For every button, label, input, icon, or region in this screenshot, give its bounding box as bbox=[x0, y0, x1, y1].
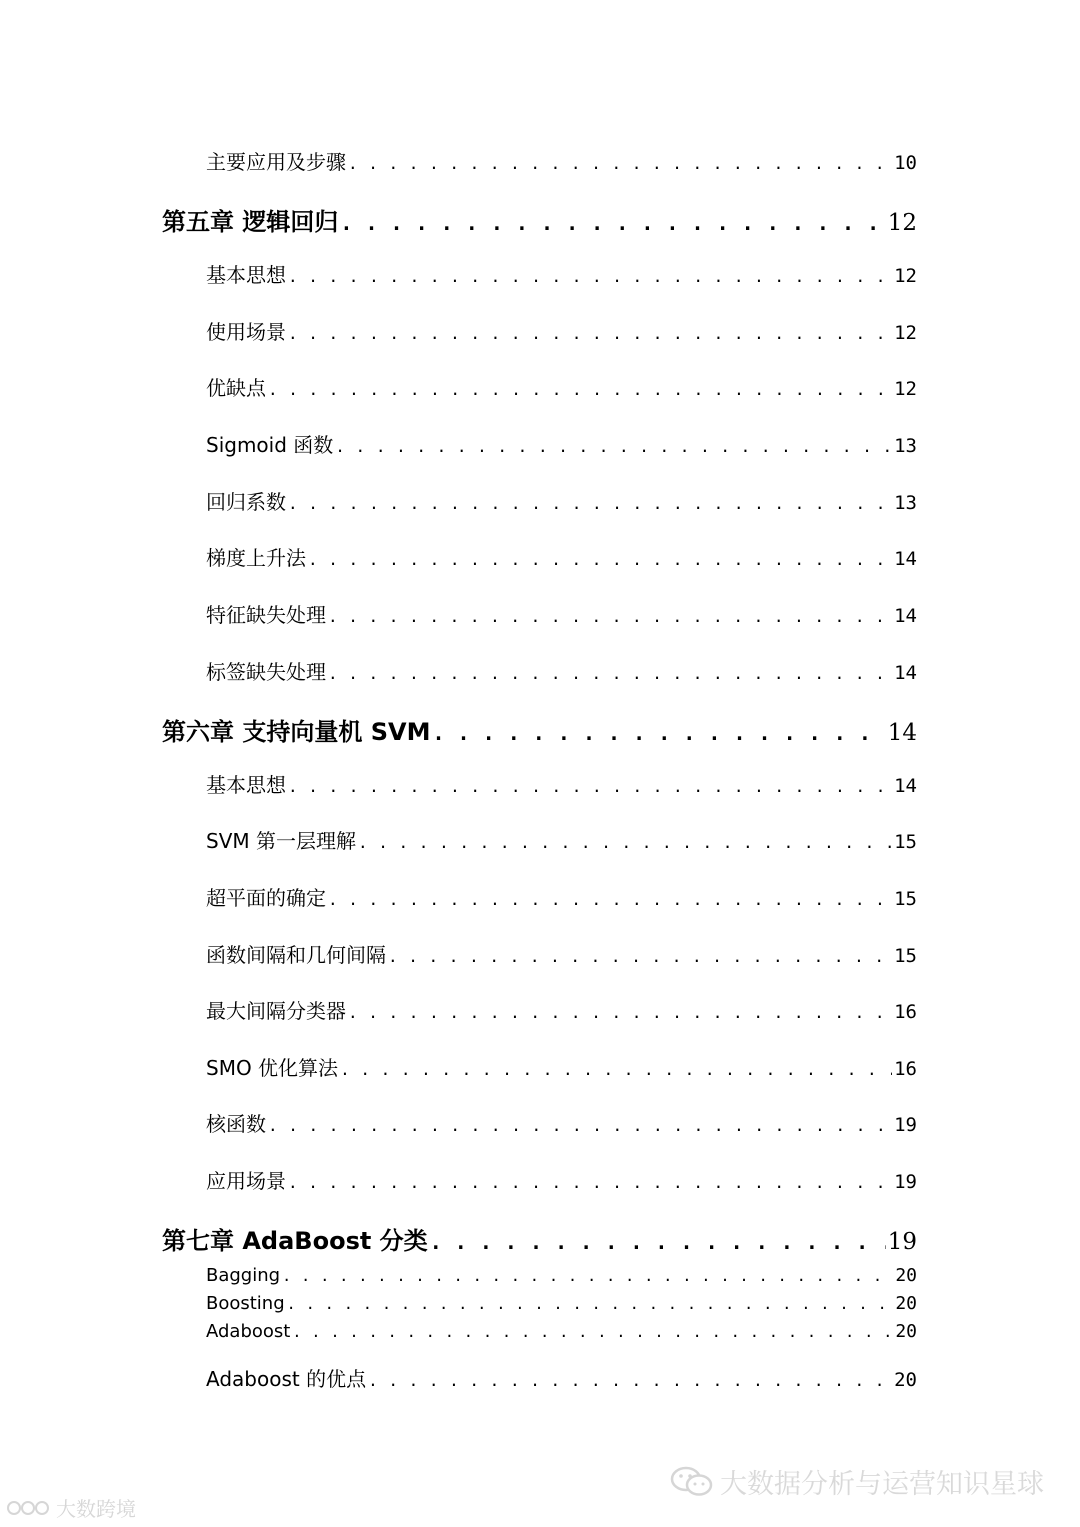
dot-leader bbox=[288, 324, 892, 343]
dot-leader bbox=[292, 1323, 893, 1341]
watermark-left-text: 大数跨境 bbox=[56, 1497, 136, 1521]
toc-entry[interactable] bbox=[206, 1321, 917, 1342]
watermark-left bbox=[6, 1493, 136, 1522]
toc-chapter-page: 12 bbox=[887, 210, 917, 236]
toc-chapter[interactable] bbox=[162, 712, 917, 747]
toc-entry-page: 15 bbox=[894, 945, 917, 967]
toc-entry[interactable] bbox=[206, 939, 917, 968]
toc-entry[interactable] bbox=[206, 882, 917, 911]
toc-entry-page: 20 bbox=[895, 1265, 917, 1286]
toc-chapter-page: 19 bbox=[887, 1229, 917, 1255]
dot-leader bbox=[328, 607, 892, 626]
toc-entry-label: SMO 优化算法 bbox=[206, 1056, 339, 1080]
toc-entry-label: Bagging bbox=[206, 1265, 281, 1286]
dot-leader bbox=[287, 1295, 894, 1313]
dot-leader bbox=[288, 267, 892, 286]
toc-entry[interactable] bbox=[206, 1108, 917, 1137]
toc-entry-page: 12 bbox=[894, 322, 917, 344]
toc-entry-page: 19 bbox=[894, 1171, 917, 1193]
toc-entry-page: 20 bbox=[895, 1321, 917, 1342]
dot-leader bbox=[288, 494, 892, 513]
logo-icon bbox=[6, 1498, 52, 1518]
toc-entry[interactable] bbox=[206, 599, 917, 628]
dot-leader bbox=[430, 1230, 886, 1254]
toc-chapter-label: 第五章 逻辑回归 bbox=[162, 208, 339, 236]
wechat-icon bbox=[670, 1465, 714, 1499]
toc-entry[interactable] bbox=[206, 825, 917, 854]
dot-leader bbox=[388, 947, 892, 966]
dot-leader bbox=[268, 380, 892, 399]
dot-leader bbox=[328, 664, 892, 683]
toc-entry-label: 梯度上升法 bbox=[206, 546, 306, 570]
toc-entry[interactable] bbox=[206, 656, 917, 685]
toc-entry[interactable] bbox=[206, 372, 917, 401]
toc-entry-label: 特征缺失处理 bbox=[206, 603, 326, 627]
toc-chapter-label: 第六章 支持向量机 SVM bbox=[162, 718, 431, 746]
toc-entry[interactable] bbox=[206, 1052, 917, 1081]
toc-entry-label: 基本思想 bbox=[206, 773, 286, 797]
toc-entry[interactable] bbox=[206, 486, 917, 515]
toc-entry[interactable] bbox=[206, 769, 917, 798]
toc-entry-page: 20 bbox=[894, 1369, 917, 1391]
toc-entry-label: Adaboost bbox=[206, 1321, 291, 1342]
toc-entry-page: 14 bbox=[894, 548, 917, 570]
dot-leader bbox=[328, 890, 892, 909]
dot-leader bbox=[288, 777, 892, 796]
toc-entry-page: 13 bbox=[894, 492, 917, 514]
dot-leader bbox=[358, 833, 892, 852]
toc-entry-label: 使用场景 bbox=[206, 320, 286, 344]
toc-entry[interactable] bbox=[206, 259, 917, 288]
toc-entry-page: 14 bbox=[894, 605, 917, 627]
toc-entry-page: 12 bbox=[894, 378, 917, 400]
toc-entry[interactable] bbox=[206, 1293, 917, 1314]
toc-entry-page: 14 bbox=[894, 662, 917, 684]
watermark-right bbox=[670, 1462, 1044, 1501]
dot-leader bbox=[432, 721, 885, 745]
toc-entry-page: 12 bbox=[894, 265, 917, 287]
toc-entry-page: 15 bbox=[894, 831, 917, 853]
toc-entry-label: 最大间隔分类器 bbox=[206, 999, 346, 1023]
dot-leader bbox=[340, 211, 885, 235]
watermark-right-text: 大数据分析与运营知识星球 bbox=[720, 1469, 1044, 1500]
dot-leader bbox=[308, 550, 892, 569]
toc-entry[interactable] bbox=[206, 1265, 917, 1286]
dot-leader bbox=[335, 437, 892, 456]
dot-leader bbox=[282, 1267, 893, 1285]
toc-entry[interactable] bbox=[206, 1363, 917, 1392]
toc-entry-label: 核函数 bbox=[206, 1112, 266, 1136]
toc-entry-label: 优缺点 bbox=[206, 376, 266, 400]
toc-entry[interactable] bbox=[206, 429, 917, 458]
toc-entry-page: 10 bbox=[894, 152, 917, 174]
toc-entry-page: 14 bbox=[894, 775, 917, 797]
toc-entry-page: 13 bbox=[894, 435, 917, 457]
dot-leader bbox=[348, 154, 892, 173]
toc-chapter[interactable] bbox=[162, 1221, 917, 1256]
toc-entry-label: 主要应用及步骤 bbox=[206, 150, 346, 174]
toc-entry-label: Sigmoid 函数 bbox=[206, 433, 334, 457]
dot-leader bbox=[340, 1060, 892, 1079]
toc-entry-label: 超平面的确定 bbox=[206, 886, 326, 910]
toc-chapter-page: 14 bbox=[887, 720, 917, 746]
toc-entry-label: SVM 第一层理解 bbox=[206, 829, 356, 853]
dot-leader bbox=[268, 1116, 892, 1135]
dot-leader bbox=[288, 1173, 892, 1192]
toc-entry-page: 16 bbox=[894, 1058, 917, 1080]
toc-entry-page: 19 bbox=[894, 1114, 917, 1136]
toc-entry-label: 应用场景 bbox=[206, 1169, 286, 1193]
toc-entry-label: Boosting bbox=[206, 1293, 285, 1314]
toc-entry-label: Adaboost 的优点 bbox=[206, 1367, 367, 1391]
toc-entry[interactable] bbox=[206, 316, 917, 345]
toc-entry-label: 标签缺失处理 bbox=[206, 660, 326, 684]
toc-entry-page: 16 bbox=[894, 1001, 917, 1023]
toc-entry[interactable] bbox=[206, 995, 917, 1024]
dot-leader bbox=[368, 1371, 892, 1390]
toc-chapter[interactable] bbox=[162, 202, 917, 237]
toc-entry-page: 20 bbox=[895, 1293, 917, 1314]
toc-chapter-label: 第七章 AdaBoost 分类 bbox=[162, 1227, 428, 1255]
toc-entry-page: 15 bbox=[894, 888, 917, 910]
toc-entry-label: 回归系数 bbox=[206, 490, 286, 514]
toc-entry[interactable] bbox=[206, 542, 917, 571]
toc-entry[interactable] bbox=[206, 146, 917, 175]
toc-entry[interactable] bbox=[206, 1165, 917, 1194]
toc-entry-label: 函数间隔和几何间隔 bbox=[206, 943, 386, 967]
dot-leader bbox=[348, 1003, 892, 1022]
toc-entry-label: 基本思想 bbox=[206, 263, 286, 287]
